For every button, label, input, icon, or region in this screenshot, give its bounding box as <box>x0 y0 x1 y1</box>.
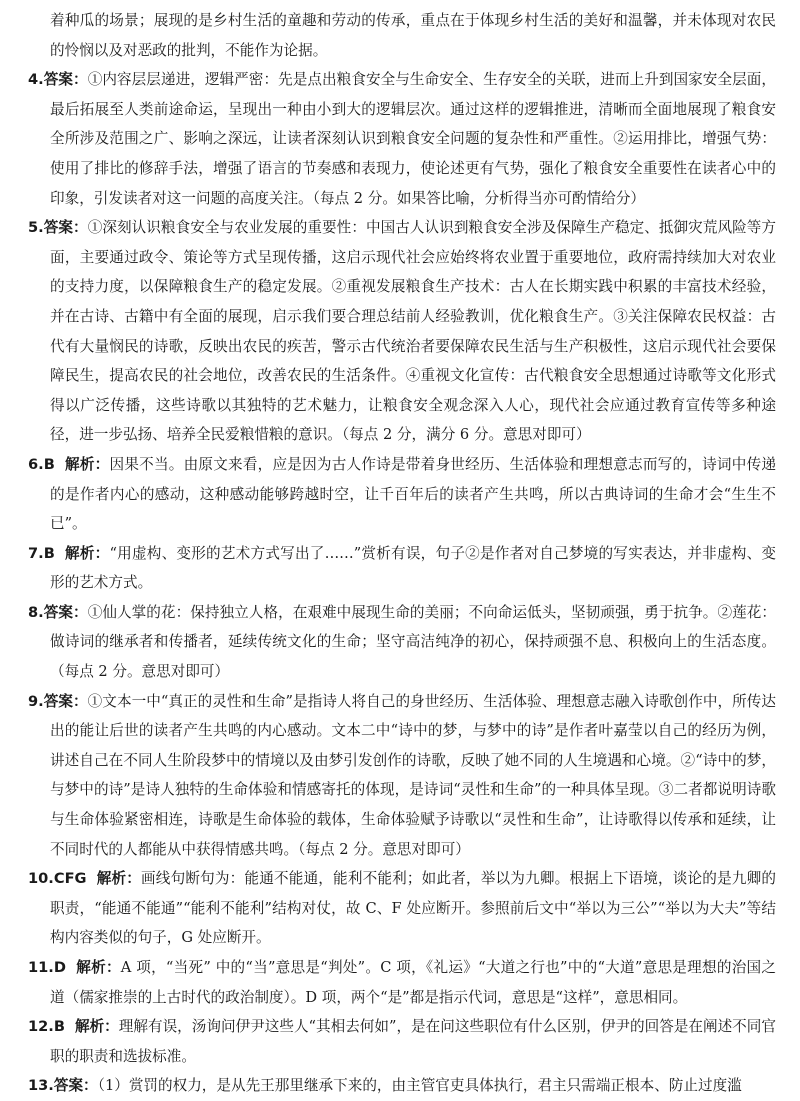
answer-item-continuation <box>28 6 776 65</box>
item-text: （1）赏罚的权力，是从先王那里继承下来的，由主管官吏具体执行，君主只需端正根本、防止过度滥 <box>97 1077 742 1095</box>
item-number: 10. <box>28 870 54 888</box>
item-label: 答案： <box>43 71 88 89</box>
item-text: 画线句断句为：能通不能通，能利不能利；如此者，举以为九卿。根据上下语境，谈论的是九卿的职责，“能通不能通”“能利不能利”结构对仗，故 C、F 处应断开。参照前后文中“举以为三公”“举以为大夫”等结构内容类似的句子，G 处应断开。 <box>50 870 776 947</box>
item-text: ①深刻认识粮食安全与农业发展的重要性：中国古人认识到粮食安全涉及保障生产稳定、抵御灾荒风险等方面，主要通过政令、策论等方式呈现传播，这启示现代社会应始终将农业置于重要地位，政府需持续加大对农业的支持力度，以保障粮食生产的稳定发展。②重视发展粮食生产技术：古人在长期实践中积累的丰富技术经验，并在古诗、古籍中有全面的展现，启示我们要合理总结前人经验教训，优化粮食生产。③关注保障农民权益：古代有大量悯民的诗歌，反映出农民的疾苦，警示古代统治者要保障农民生活与生产积极性，这启示现代社会要保障民生，提高农民的社会地位，改善农民的生活条件。④重视文化宣传：古代粮食安全思想通过诗歌等文化形式得以广泛传播，这些诗歌以其独特的艺术魅力，让粮食安全观念深入人心，现代社会应通过教育宣传等多种途径，进一步弘扬、培养全民爱粮惜粮的意识。（每点 2 分，满分 6 分。意思对即可） <box>50 219 776 444</box>
answer-page <box>28 6 776 1101</box>
answer-item-6 <box>28 450 776 539</box>
item-choice: CFG <box>53 870 87 888</box>
item-number: 4. <box>28 71 44 89</box>
item-label: 解析： <box>64 455 110 473</box>
item-text: 因果不当。由原文来看，应是因为古人作诗是带着身世经历、生活体验和理想意志而写的，诗词中传递的是作者内心的感动，这种感动能够跨越时空，让千百年后的读者产生共鸣，所以古典诗词的生命才会“生生不已”。 <box>50 455 776 533</box>
item-label: 解析： <box>64 544 110 562</box>
answer-item-4 <box>28 65 776 213</box>
item-number: 11. <box>28 959 54 976</box>
item-label: 答案： <box>43 219 88 237</box>
item-number: 9. <box>28 692 44 710</box>
item-number: 5. <box>28 219 44 237</box>
answer-item-8 <box>28 598 776 687</box>
item-label: 答案： <box>43 692 88 710</box>
item-number: 13. <box>28 1077 54 1095</box>
item-number: 12. <box>28 1018 54 1036</box>
item-choice: B <box>53 1018 65 1036</box>
item-number: 7. <box>28 544 44 562</box>
item-label: 答案： <box>53 1077 98 1095</box>
item-choice: B <box>43 455 55 473</box>
item-text: ①文本一中“真正的灵性和生命”是指诗人将自己的身世经历、生活体验、理想意志融入诗歌创作中，所传达出的能让后世的读者产生共鸣的内心感动。文本二中“诗中的梦，与梦中的诗”是作者叶嘉莹以自己的经历为例，讲述自己在不同人生阶段梦中的情境以及由梦引发创作的诗歌，反映了她不同的人生境遇和心境。②“诗中的梦，与梦中的诗”是诗人独特的生命体验和情感寄托的体现，是诗词“灵性和生命”的一种具体呈现。③二者都说明诗歌与生命体验紧密相连，诗歌是生命体验的载体，生命体验赋予诗歌以“灵性和生命”，让诗歌得以传承和延续，让不同时代的人都能从中获得情感共鸣。（每点 2 分。意思对即可） <box>50 692 776 858</box>
answer-item-13 <box>28 1071 776 1101</box>
item-text: A 项，“当死” 中的“当”意思是“判处”。C 项，《礼运》“大道之行也”中的“大道”意思是理想的治国之道（儒家推崇的上古时代的政治制度）。D 项，两个“是”都是指示代词，意思是“这样”，意思相同。 <box>50 959 776 1006</box>
item-label: 解析： <box>96 870 142 888</box>
answer-item-12 <box>28 1012 776 1071</box>
item-text: ①内容层层递进，逻辑严密：先是点出粮食安全与生命安全、生存安全的关联，进而上升到国家安全层面，最后拓展至人类前途命运，呈现出一种由小到大的逻辑层次。通过这样的逻辑推进，清晰而全面地展现了粮食安全所涉及范围之广、影响之深远，让读者深刻认识到粮食安全问题的复杂性和严重性。②运用排比，增强气势：使用了排比的修辞手法，增强了语言的节奏感和表现力，使论述更有气势，强化了粮食安全重要性在读者心中的印象，引发读者对这一问题的高度关注。（每点 2 分。如果答比喻，分析得当亦可酌情给分） <box>50 71 776 207</box>
item-choice: D <box>53 959 66 976</box>
item-text: “用虚构、变形的艺术方式写出了……”赏析有误，句子②是作者对自己梦境的写实表达，并非虚构、变形的艺术方式。 <box>50 544 776 592</box>
item-text: ①仙人掌的花：保持独立人格，在艰难中展现生命的美丽；不向命运低头，坚韧顽强，勇于抗争。②莲花：做诗词的继承者和传播者，延续传统文化的生命；坚守高洁纯净的初心，保持顽强不息、积极向上的生活态度。（每点 2 分。意思对即可） <box>50 603 776 681</box>
item-label: 解析： <box>75 959 121 976</box>
item-choice: B <box>43 544 55 562</box>
answer-item-9 <box>28 687 776 865</box>
item-text: 着种瓜的场景；展现的是乡村生活的童趣和劳动的传承，重点在于体现乡村生活的美好和温馨，并未体现对农民的怜悯以及对恶政的批判，不能作为论据。 <box>50 12 776 59</box>
item-number: 6. <box>28 455 44 473</box>
answer-item-7 <box>28 539 776 598</box>
item-text: 理解有误，汤询问伊尹这些人“其相去何如”，是在问这些职位有什么区别，伊尹的回答是在阐述不同官职的职责和选拔标准。 <box>50 1018 776 1065</box>
answer-item-10 <box>28 864 776 953</box>
answer-item-11 <box>28 953 776 1012</box>
answer-item-5 <box>28 213 776 450</box>
item-label: 解析： <box>74 1018 119 1036</box>
item-label: 答案： <box>43 603 88 621</box>
item-number: 8. <box>28 603 44 621</box>
